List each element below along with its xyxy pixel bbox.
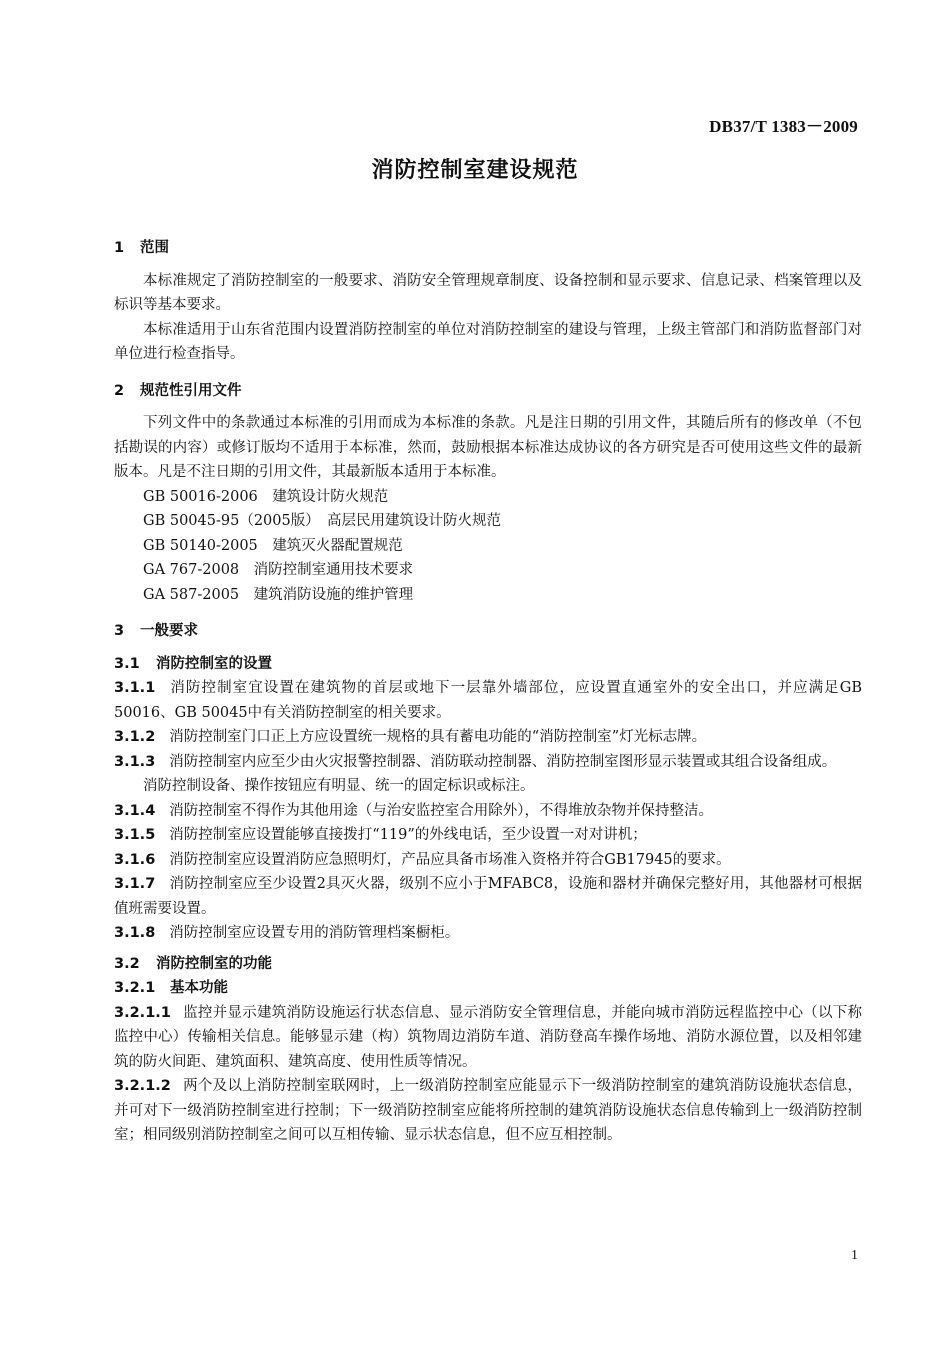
standard-code: DB37/T 1383－2009 (709, 117, 858, 136)
clause-number: 3.1.5 (114, 827, 156, 843)
paragraph: 本标准规定了消防控制室的一般要求、消防安全管理规章制度、设备控制和显示要求、信息记录、档案管理以及标识等基本要求。 (114, 272, 862, 313)
clause-3-1-3 (114, 750, 862, 775)
subsection-heading-3-1 (114, 652, 862, 677)
document-title: 消防控制室建设规范 (371, 158, 579, 183)
section-heading-3 (114, 619, 862, 644)
clause-number: 3.2.1.2 (114, 1078, 171, 1094)
clause-number: 3.1.7 (114, 876, 156, 892)
clause-3-1-8 (114, 921, 862, 946)
subsection-number: 3.2.1 (114, 980, 156, 996)
section-title: 范围 (140, 240, 169, 256)
clause-3-1-1 (114, 676, 862, 725)
paragraph: 本标准适用于山东省范围内设置消防控制室的单位对消防控制室的建设与管理，上级主管部门和消防监督部门对单位进行检查指导。 (114, 321, 862, 362)
clause-text: 消防控制室应设置专用的消防管理档案橱柜。 (169, 925, 460, 941)
section-number: 1 (114, 240, 125, 256)
section-title: 规范性引用文件 (140, 382, 242, 399)
clause-note: 消防控制设备、操作按钮应有明显、统一的固定标识或标注。 (143, 778, 535, 794)
clause-3-1-7 (114, 872, 862, 921)
clause-number: 3.1.3 (114, 753, 156, 770)
paragraph: 下列文件中的条款通过本标准的引用而成为本标准的条款。凡是注日期的引用文件，其随后所有的修改单（不包括勘误的内容）或修订版均不适用于本标准，然而，鼓励根据本标准达成协议的各方研究是否可使用这些文件的最新版本。凡是不注日期的引用文件，其最新版本适用于本标准。 (114, 415, 862, 480)
clause-number: 3.1.2 (114, 729, 156, 745)
subsection-heading-3-2 (114, 952, 862, 977)
clause-number: 3.1.4 (114, 802, 156, 819)
reference-item: GB 50140-2005 建筑灭火器配置规范 (143, 537, 403, 554)
section-heading-1 (114, 236, 862, 261)
clause-3-2-1-1 (114, 1001, 862, 1075)
subsection-number: 3.2 (114, 955, 140, 972)
page-number: 1 (851, 1248, 858, 1263)
reference-item: GB 50016-2006 建筑设计防火规范 (143, 488, 389, 505)
clause-number: 3.2.1.1 (114, 1004, 171, 1021)
clause-3-2-1-2 (114, 1074, 862, 1148)
section-number: 2 (114, 382, 125, 399)
section-number: 3 (114, 623, 125, 639)
section-title: 一般要求 (140, 623, 198, 639)
clause-text: 消防控制室宜设置在建筑物的首层或地下一层靠外墙部位，应设置直通室外的安全出口，并应满足GB 50016、GB 50045中有关消防控制室的相关要求。 (114, 680, 862, 721)
clause-text: 消防控制室不得作为其他用途（与治安监控室合用除外），不得堆放杂物并保持整洁。 (169, 802, 714, 819)
reference-item: GA 587-2005 建筑消防设施的维护管理 (143, 586, 414, 603)
clause-3-1-4 (114, 799, 862, 824)
clause-3-1-5 (114, 823, 862, 848)
clause-text: 两个及以上消防控制室联网时，上一级消防控制室应能显示下一级消防控制室的建筑消防设施状态信息，并可对下一级消防控制室进行控制；下一级消防控制室应能将所控制的建筑消防设施状态信息传输到上一级消防控制室；相同级别消防控制室之间可以互相传输、显示状态信息，但不应互相控制。 (114, 1078, 862, 1143)
section-heading-2 (114, 379, 862, 404)
clause-text: 消防控制室门口正上方应设置统一规格的具有蓄电功能的“消防控制室”灯光标志牌。 (169, 729, 707, 745)
clause-text: 消防控制室内应至少由火灾报警控制器、消防联动控制器、消防控制室图形显示装置或其组合设备组成。 (169, 753, 837, 770)
clause-text: 消防控制室应设置消防应急照明灯，产品应具备市场准入资格并符合GB17945的要求。 (169, 851, 731, 868)
clause-text: 监控并显示建筑消防设施运行状态信息、显示消防安全管理信息，并能向城市消防远程监控中心（以下称监控中心）传输相关信息。能够显示建（构）筑物周边消防车道、消防登高车操作场地、消防水源位置，以及相邻建筑的防火间距、建筑面积、建筑高度、使用性质等情况。 (114, 1004, 862, 1070)
subsection-title: 消防控制室的设置 (156, 655, 272, 672)
subsection-number: 3.1 (114, 655, 140, 672)
clause-number: 3.1.1 (114, 680, 156, 696)
subsection-heading-3-2-1 (114, 976, 862, 1001)
clause-text: 消防控制室应设置能够直接拨打“119”的外线电话，至少设置一对对讲机； (169, 827, 647, 843)
document-body (114, 236, 862, 1148)
clause-3-1-6 (114, 848, 862, 873)
clause-text: 消防控制室应至少设置2具灭火器，级别不应小于MFABC8，设施和器材并确保完整好用，其他器材可根据值班需要设置。 (114, 876, 862, 917)
clause-3-1-2 (114, 725, 862, 750)
reference-item: GA 767-2008 消防控制室通用技术要求 (143, 562, 414, 578)
clause-number: 3.1.6 (114, 851, 156, 868)
clause-number: 3.1.8 (114, 925, 156, 941)
reference-item: GB 50045-95（2005版） 高层民用建筑设计防火规范 (143, 513, 501, 529)
subsection-title: 基本功能 (170, 980, 228, 996)
subsection-title: 消防控制室的功能 (156, 955, 272, 972)
